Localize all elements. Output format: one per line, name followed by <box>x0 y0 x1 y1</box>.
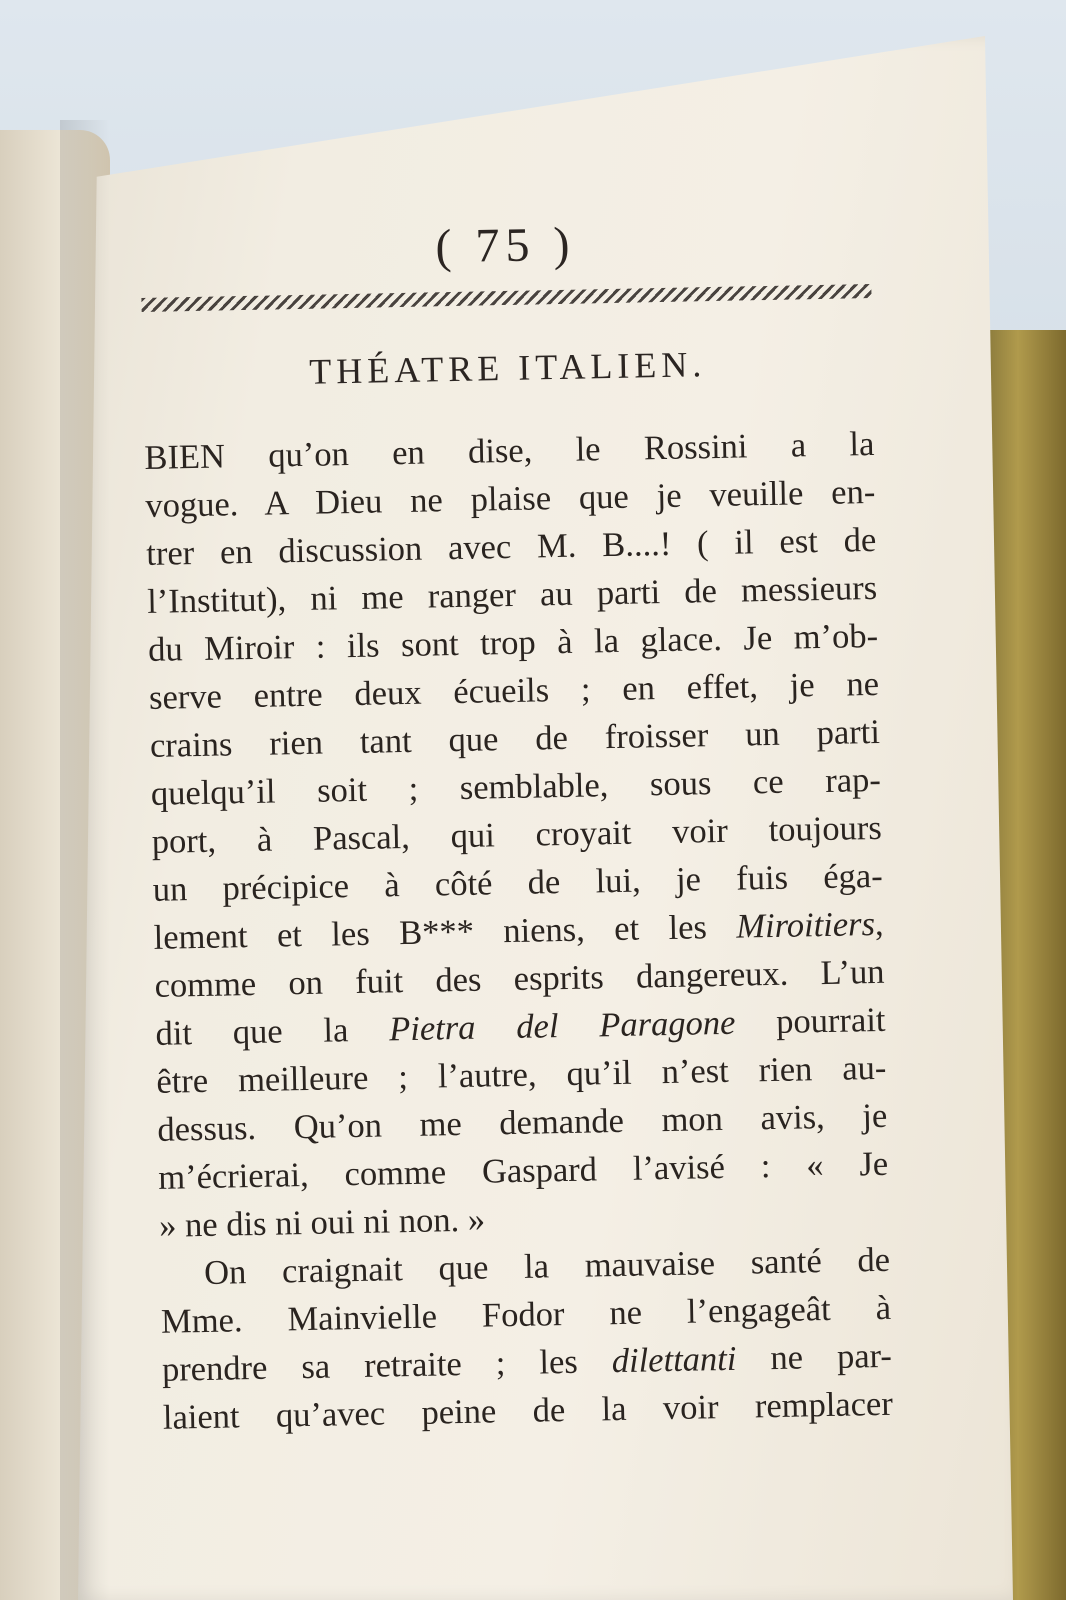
text-line: vogue. A Dieu ne plaise que je veuille en- <box>145 472 876 525</box>
text-line: On craignait que la mauvaise santé de <box>203 1240 891 1292</box>
text-line: quelqu’il soit ; semblable, sous ce rap- <box>150 760 882 813</box>
paragraph-2 <box>160 1236 894 1442</box>
page-number: ( 75 ) <box>434 217 576 274</box>
section-title: THÉATRE ITALIEN. <box>308 344 707 392</box>
text-line: être meilleure ; l’autre, qu’il n’est rien au- <box>156 1048 887 1101</box>
paragraph-1 <box>144 420 890 1250</box>
gutter-shadow <box>60 120 110 1600</box>
text-line: serve entre deux écueils ; en effet, je ne <box>148 664 880 717</box>
text-line: un précipice à côté de lui, je fuis éga- <box>152 856 883 909</box>
page-text-block <box>140 211 893 1442</box>
text-line: BIEN qu’on en dise, le Rossini a la <box>144 424 875 477</box>
text-line: crains rien tant que de froisser un parti <box>149 712 881 765</box>
text-line: Mme. Mainvielle Fodor ne l’engageât à <box>160 1288 892 1341</box>
text-line: » ne dis ni oui ni non. » <box>158 1200 486 1245</box>
text-line: l’Institut), ni me ranger au parti de messieurs <box>146 568 878 621</box>
text-line: dessus. Qu’on me demande mon avis, je <box>157 1096 888 1149</box>
ornamental-rule <box>141 284 871 312</box>
text-line: lement et les B*** niens, et les Miroitiers, <box>153 904 884 957</box>
text-line: comme on fuit des esprits dangereux. L’un <box>154 952 885 1005</box>
text-line: trer en discussion avec M. B....! ( il est de <box>145 520 877 573</box>
text-line: port, à Pascal, qui croyait voir toujours <box>151 808 883 861</box>
text-line: laient qu’avec peine de la voir remplacer <box>162 1384 894 1437</box>
text-line: prendre sa retraite ; les dilettanti ne par- <box>161 1336 893 1389</box>
text-line: dit que la Pietra del Paragone pourrait <box>155 1000 886 1053</box>
text-line: du Miroir : ils sont trop à la glace. Je m’ob- <box>147 616 879 669</box>
text-line: m’écrierai, comme Gaspard l’avisé : « Je <box>157 1144 889 1197</box>
